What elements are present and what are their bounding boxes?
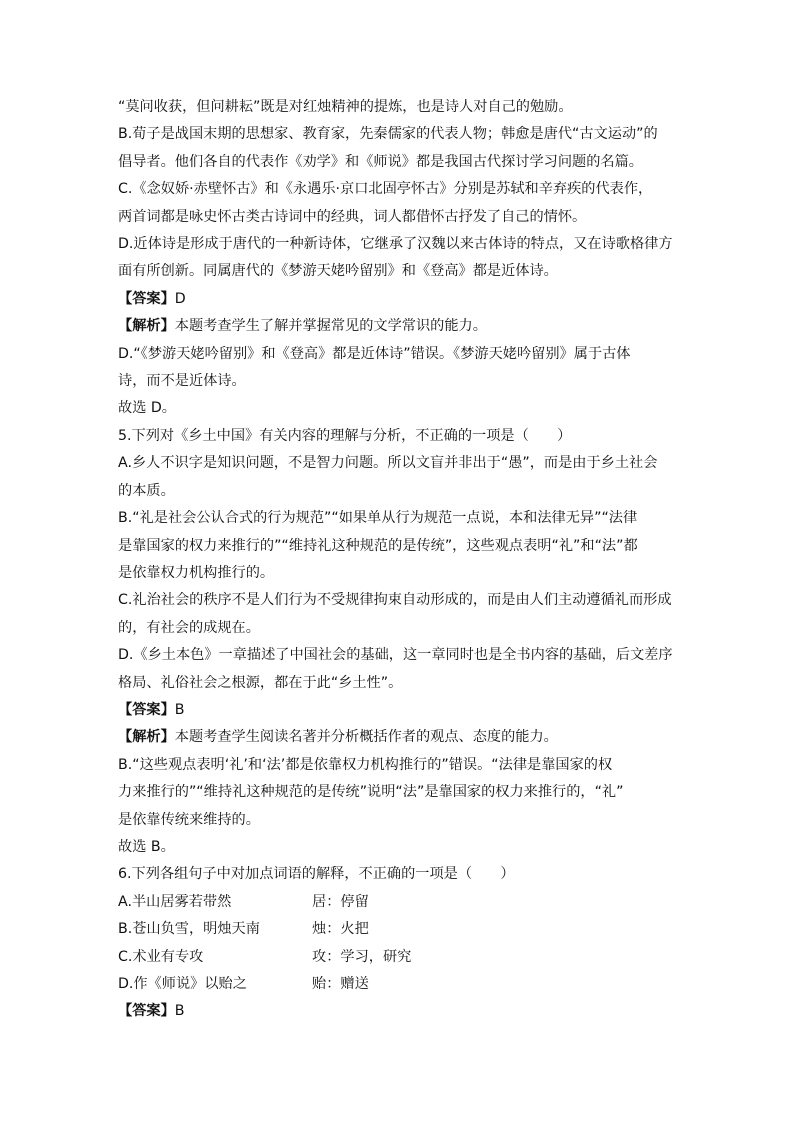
text-line: B.“这些观点表明‘礼’和‘法’都是依靠权力机构推行的”错误。“法律是靠国家的权: [118, 756, 613, 773]
option-b-sentence: B.苍山负雪，明烛天南: [118, 921, 260, 938]
text-line: 诗，而不是近体诗。: [118, 373, 246, 390]
text-line: 格局、礼俗社会之根源，都在于此“乡土性”。: [118, 674, 403, 691]
option-d-text: D.近体诗是形成于唐代的一种新诗体，它继承了汉魏以来古体诗的特点，又在诗歌格律方: [118, 236, 673, 253]
option-a-gloss: 居：停留: [312, 893, 369, 910]
analysis-text: 本题考查学生阅读名著并分析概括作者的观点、态度的能力。: [174, 729, 558, 746]
option-c-text: C.礼治社会的秩序不是人们行为不受规律拘束自动形成的，而是由人们主动遵循礼而形成: [118, 592, 672, 609]
conclusion-line: 故选 D。: [118, 400, 176, 417]
question-5-stem: 5.下列对《乡土中国》有关内容的理解与分析，不正确的一项是（ ）: [118, 427, 572, 444]
option-d-text: D.《乡土本色》一章描述了中国社会的基础，这一章同时也是全书内容的基础，后文差序: [118, 647, 673, 664]
analysis-text: 本题考查学生了解并掌握常见的文学常识的能力。: [174, 318, 487, 335]
text-line: 是靠国家的权力来推行的”“维持礼这种规范的是传统”，这些观点表明“礼”和“法”都: [118, 537, 638, 554]
text-line: 的本质。: [118, 482, 175, 499]
text-line: “莫问收获，但问耕耘”既是对红烛精神的提炼，也是诗人对自己的勉励。: [118, 99, 573, 115]
analysis-label: 【解析】: [118, 729, 175, 746]
answer-label: 【答案】: [118, 290, 175, 307]
option-b-row: [118, 916, 734, 943]
option-d-gloss: 贻：赠送: [312, 976, 369, 992]
option-a-row: [118, 889, 734, 916]
text-line: 是依靠权力机构推行的。: [118, 564, 275, 581]
option-a-text: A.乡人不识字是知识问题，不是智力问题。所以文盲并非出于“愚”，而是由于乡土社会: [118, 455, 658, 472]
answer-value: B: [174, 701, 185, 718]
text-line: 面有所创新。同属唐代的《梦游天姥吟留别》和《登高》都是近体诗。: [118, 263, 558, 280]
analysis-line: [118, 313, 734, 340]
option-b-text: B.荀子是战国末期的思想家、教育家，先秦儒家的代表人物；韩愈是唐代“古文运动”的: [118, 126, 658, 143]
option-b-text: B.“礼是社会公认合式的行为规范”“如果单从行为规范一点说，本和法律无异”“法律: [118, 510, 638, 527]
analysis-line: [118, 724, 734, 751]
answer-value: D: [174, 290, 186, 307]
option-c-gloss: 攻：学习，研究: [312, 948, 412, 965]
answer-label: 【答案】: [118, 701, 175, 718]
answer-value: B: [174, 1003, 185, 1020]
option-c-text: C.《念奴娇·赤壁怀古》和《永遇乐·京口北固亭怀古》分别是苏轼和辛弃疾的代表作，: [118, 181, 653, 198]
answer-line: [118, 998, 734, 1025]
question-6-stem: 6.下列各组句子中对加点词语的解释，不正确的一项是（ ）: [118, 866, 515, 883]
answer-label: 【答案】: [118, 1003, 175, 1020]
conclusion-line: 故选 B。: [118, 838, 175, 855]
option-b-gloss: 烛：火把: [312, 921, 369, 938]
answer-line: [118, 286, 734, 313]
text-line: 倡导者。他们各自的代表作《劝学》和《师说》都是我国古代探讨学习问题的名篇。: [118, 153, 643, 170]
text-line: 的，有社会的成规在。: [118, 619, 260, 636]
text-line: 是依靠传统来维持的。: [118, 811, 260, 828]
answer-line: [118, 697, 734, 724]
text-line: 两首词都是咏史怀古类古诗词中的经典，词人都借怀古抒发了自己的情怀。: [118, 208, 587, 225]
text-line: 力来推行的”“维持礼这种规范的是传统”说明“法”是靠国家的权力来推行的，“礼”: [118, 784, 624, 801]
analysis-label: 【解析】: [118, 318, 175, 335]
option-d-sentence: D.作《师说》以贻之: [118, 976, 247, 992]
option-a-sentence: A.半山居雾若带然: [118, 893, 232, 910]
option-c-row: [118, 944, 734, 971]
option-c-sentence: C.术业有专攻: [118, 948, 204, 965]
option-d-row: [118, 971, 734, 998]
text-line: D.“《梦游天姥吟留别》和《登高》都是近体诗”错误。《梦游天姥吟留别》属于古体: [118, 345, 631, 362]
